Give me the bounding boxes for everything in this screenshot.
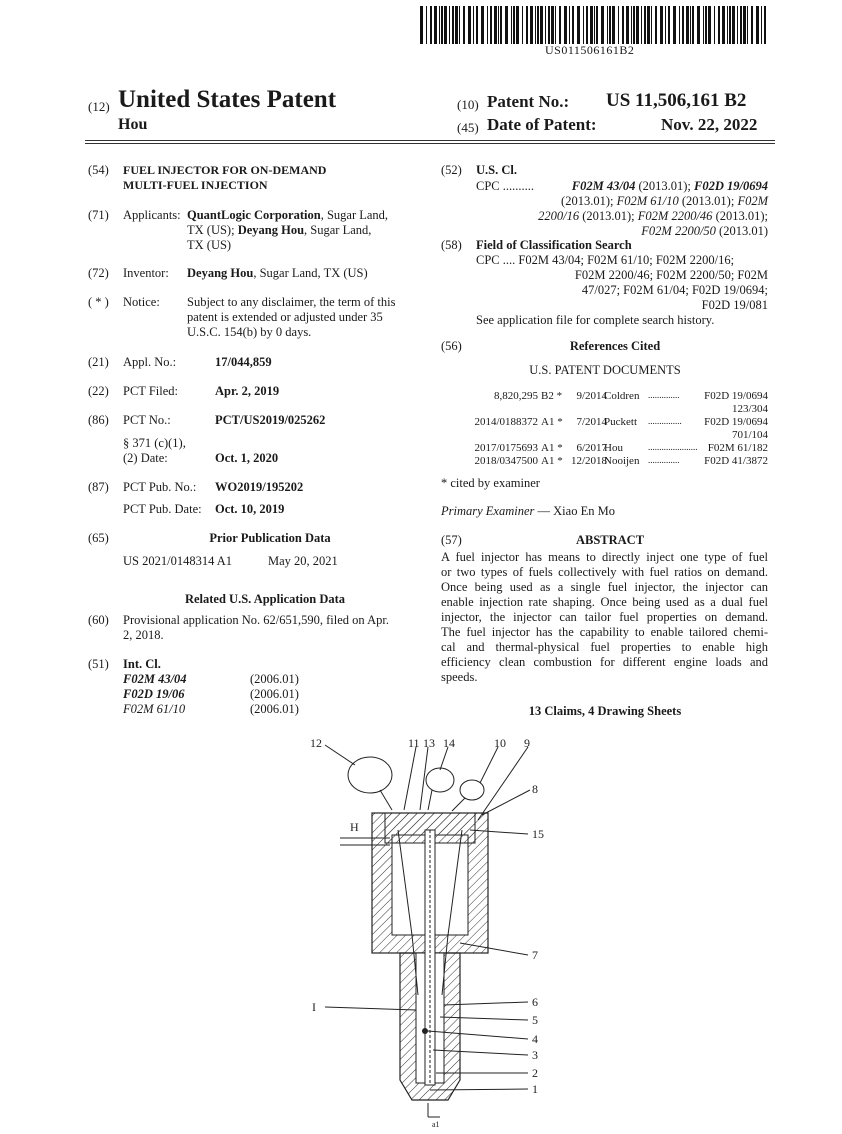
int-cl-class: F02M 61/10	[123, 702, 186, 716]
applicants-label: Applicants:	[123, 208, 181, 222]
appl-no-label: Appl. No.:	[123, 355, 177, 369]
int-cl-row	[123, 687, 323, 702]
reference-date: 9/2014	[576, 390, 607, 402]
us-cl-version: (2013.01);	[579, 209, 638, 223]
claims-summary: 13 Claims, 4 Drawing Sheets	[528, 704, 682, 718]
section-371-label	[123, 436, 186, 466]
notice-text	[187, 295, 395, 340]
prior-pub-heading: Prior Publication Data	[209, 531, 331, 545]
abstract-line: enable injection rate shaping. Once being used as a dual fuel	[441, 595, 768, 609]
section-371-line2: (2) Date:	[123, 451, 168, 465]
abstract-line: Once being used as a single fuel injector, the injector can	[441, 580, 768, 594]
patent-no-label: Patent No.:	[487, 92, 570, 111]
label-12: 12	[310, 736, 322, 750]
reference-name: Puckett	[604, 416, 637, 428]
cited-note: * cited by examiner	[441, 476, 540, 490]
us-cl-line	[476, 194, 768, 209]
applicant-person: Deyang Hou	[237, 223, 305, 237]
date-label: Date of Patent:	[487, 115, 597, 134]
field-search-body	[476, 253, 768, 328]
us-cl-class: F02M 43/04	[571, 179, 636, 193]
code-52: (52)	[441, 163, 462, 177]
applicant-corp: QuantLogic Corporation	[187, 208, 321, 222]
examiner-label: Primary Examiner	[441, 504, 535, 518]
applicant-corp-location: , Sugar Land,	[320, 208, 389, 222]
abstract-line: or two types of fuels collectively with fuel ratios on demand.	[441, 565, 768, 579]
applicant-person-location: , Sugar Land,	[304, 223, 372, 237]
label-11: 11	[408, 736, 420, 750]
int-cl-table	[123, 672, 323, 717]
code-57: (57)	[441, 533, 462, 547]
pct-pub-date-label: PCT Pub. Date:	[123, 502, 202, 516]
us-cl-class: 2200/16	[538, 209, 580, 223]
field-search-line: CPC .... F02M 43/04; F02M 61/10; F02M 2200/16;	[476, 253, 735, 267]
int-cl-version: (2006.01)	[250, 672, 299, 686]
reference-row	[441, 442, 768, 456]
reference-kind: A1 *	[541, 442, 563, 454]
primary-examiner	[441, 504, 615, 519]
label-8: 8	[532, 782, 538, 796]
us-cl-version: (2013.01);	[678, 194, 738, 208]
label-10: 10	[494, 736, 506, 750]
us-cl-label: U.S. Cl.	[476, 163, 517, 177]
header-code-12: (12)	[88, 99, 110, 114]
pct-no-label: PCT No.:	[123, 413, 171, 427]
reference-class: F02M 61/182	[707, 442, 768, 454]
us-cl-version: (2013.01);	[635, 179, 695, 193]
invention-title-line2: MULTI-FUEL INJECTION	[123, 178, 268, 192]
reference-date: 7/2014	[576, 416, 607, 428]
examiner-name: — Xiao En Mo	[534, 504, 615, 518]
section-371-line1: § 371 (c)(1),	[123, 436, 186, 450]
label-I: I	[312, 1000, 316, 1014]
code-86: (86)	[88, 413, 109, 427]
reference-kind: A1 *	[541, 455, 563, 467]
notice-line3: U.S.C. 154(b) by 0 days.	[187, 325, 312, 339]
reference-number: 8,820,295	[494, 390, 538, 402]
invention-title-line1: FUEL INJECTOR FOR ON-DEMAND	[123, 163, 327, 177]
code-72: (72)	[88, 266, 109, 280]
reference-dots: ..............	[648, 390, 680, 400]
applicant-person-country: TX (US)	[187, 238, 232, 252]
reference-dots: ......................	[648, 442, 698, 452]
reference-name: Nooijen	[604, 455, 640, 467]
inventor-value	[187, 266, 368, 281]
reference-dots: ..............	[648, 455, 680, 465]
notice-line2: patent is extended or adjusted under 35	[187, 310, 383, 324]
reference-class: F02D 41/3872	[704, 455, 768, 467]
int-cl-class: F02D 19/06	[123, 687, 185, 701]
int-cl-row	[123, 672, 323, 687]
code-87: (87)	[88, 480, 109, 494]
label-14: 14	[443, 736, 455, 750]
reference-number: 2018/0347500	[474, 455, 538, 467]
us-cl-class: F02D 19/0694	[694, 179, 768, 193]
inventor-name: Deyang Hou	[187, 266, 254, 280]
code-56: (56)	[441, 339, 462, 353]
int-cl-class: F02M 43/04	[123, 672, 187, 686]
us-cl-line	[476, 209, 768, 224]
label-4: 4	[532, 1032, 538, 1046]
code-60: (60)	[88, 613, 109, 627]
barcode	[420, 6, 767, 44]
us-cl-class: F02M	[737, 194, 768, 208]
prior-pub-date: May 20, 2021	[268, 554, 338, 568]
label-7: 7	[532, 948, 538, 962]
notice-label: Notice:	[123, 295, 160, 309]
code-58: (58)	[441, 238, 462, 252]
us-cl-class: F02M 61/10	[616, 194, 679, 208]
header-divider-2	[85, 143, 775, 144]
provisional-text	[123, 613, 423, 643]
abstract-line: injector, the injector can tailor fuel properties on demand.	[441, 610, 768, 624]
field-search-label: Field of Classification Search	[476, 238, 632, 252]
pct-pub-no-label: PCT Pub. No.:	[123, 480, 197, 494]
code-71: (71)	[88, 208, 109, 222]
us-cl-body	[476, 179, 768, 239]
us-cl-version: (2013.01)	[715, 224, 768, 238]
label-2: 2	[532, 1066, 538, 1080]
code-22: (22)	[88, 384, 109, 398]
label-3: 3	[532, 1048, 538, 1062]
pct-pub-no-value: WO2019/195202	[215, 480, 304, 494]
abstract-body	[441, 550, 768, 685]
code-54: (54)	[88, 163, 109, 177]
header-divider-1	[85, 140, 775, 141]
pct-pub-date-value: Oct. 10, 2019	[215, 502, 285, 516]
reference-number: 2014/0188372	[474, 416, 538, 428]
references-heading: References Cited	[569, 339, 661, 353]
reference-kind: B2 *	[541, 390, 563, 402]
code-65: (65)	[88, 531, 109, 545]
patent-date: Nov. 22, 2022	[661, 115, 758, 134]
document-title: United States Patent	[118, 86, 337, 113]
abstract-line: cal and thermal-physical fuel properties to enable high	[441, 640, 768, 654]
pct-filed-label: PCT Filed:	[123, 384, 178, 398]
us-patent-docs-heading: U.S. PATENT DOCUMENTS	[529, 363, 681, 377]
code-notice: ( * )	[88, 295, 109, 309]
reference-name: Coldren	[604, 390, 640, 402]
provisional-line2: 2, 2018.	[123, 628, 164, 642]
reference-class-secondary: 123/304	[731, 403, 768, 415]
us-cl-version: (2013.01);	[712, 209, 768, 223]
abstract-line: speeds.	[441, 670, 478, 684]
abstract-line: efficiency clean combustion for different engine loads and	[441, 655, 768, 669]
invention-title	[123, 163, 326, 193]
inventor-location: , Sugar Land, TX (US)	[253, 266, 368, 280]
label-13: 13	[423, 736, 435, 750]
reference-date: 12/2018	[570, 455, 607, 467]
int-cl-label: Int. Cl.	[123, 657, 161, 671]
int-cl-version: (2006.01)	[250, 702, 299, 716]
int-cl-version: (2006.01)	[250, 687, 299, 701]
field-search-line: F02M 2200/46; F02M 2200/50; F02M	[574, 268, 768, 282]
prior-pub-number: US 2021/0148314 A1	[123, 554, 233, 568]
reference-row	[441, 390, 768, 404]
reference-row	[441, 455, 768, 469]
label-6: 6	[532, 995, 538, 1009]
related-heading: Related U.S. Application Data	[184, 592, 346, 606]
field-search-note: See application file for complete search history.	[476, 313, 715, 327]
inventor-label: Inventor:	[123, 266, 169, 280]
label-15: 15	[532, 827, 544, 841]
label-1: 1	[532, 1082, 538, 1096]
us-cl-class: F02M 2200/46	[637, 209, 713, 223]
date-code: (45)	[457, 120, 479, 135]
injector-drawing	[300, 735, 560, 1130]
inventor-surname: Hou	[118, 116, 148, 133]
reference-class: F02D 19/0694	[704, 390, 768, 402]
reference-date: 6/2017	[576, 442, 607, 454]
section-371-date: Oct. 1, 2020	[215, 451, 279, 465]
us-cl-line	[476, 224, 768, 239]
label-a1: a1	[432, 1120, 440, 1129]
patent-number: US 11,506,161 B2	[606, 90, 747, 111]
appl-no-value: 17/044,859	[215, 355, 272, 369]
abstract-line: The fuel injector has the capability to enable tailored chemi-	[441, 625, 768, 639]
provisional-line1: Provisional application No. 62/651,590, filed on Apr.	[123, 613, 389, 627]
label-5: 5	[532, 1013, 538, 1027]
label-9: 9	[524, 736, 530, 750]
code-51: (51)	[88, 657, 109, 671]
field-search-line: F02D 19/081	[701, 298, 768, 312]
us-cl-cpc-prefix: CPC ..........	[476, 179, 535, 193]
us-cl-line	[476, 179, 768, 194]
reference-row	[441, 416, 768, 430]
reference-number: 2017/0175693	[474, 442, 538, 454]
code-21: (21)	[88, 355, 109, 369]
notice-line1: Subject to any disclaimer, the term of this	[187, 295, 396, 309]
us-cl-version: (2013.01);	[561, 194, 617, 208]
pct-filed-value: Apr. 2, 2019	[215, 384, 280, 398]
int-cl-row	[123, 702, 323, 717]
applicant-corp-country: TX (US);	[187, 223, 238, 237]
abstract-heading: ABSTRACT	[575, 533, 645, 547]
barcode-number: US011506161B2	[545, 43, 635, 57]
us-cl-class: F02M 2200/50	[641, 224, 716, 238]
reference-kind: A1 *	[541, 416, 563, 428]
applicants-value	[187, 208, 427, 253]
label-H: H	[350, 820, 359, 834]
pct-no-value: PCT/US2019/025262	[215, 413, 326, 427]
reference-class-secondary: 701/104	[731, 429, 768, 441]
reference-class: F02D 19/0694	[704, 416, 768, 428]
patent-no-code: (10)	[457, 97, 479, 112]
reference-name: Hou	[604, 442, 623, 454]
abstract-line: A fuel injector has means to directly inject one type of fuel	[441, 550, 768, 564]
field-search-line: 47/027; F02M 61/04; F02D 19/0694;	[581, 283, 768, 297]
reference-dots: ...............	[648, 416, 682, 426]
